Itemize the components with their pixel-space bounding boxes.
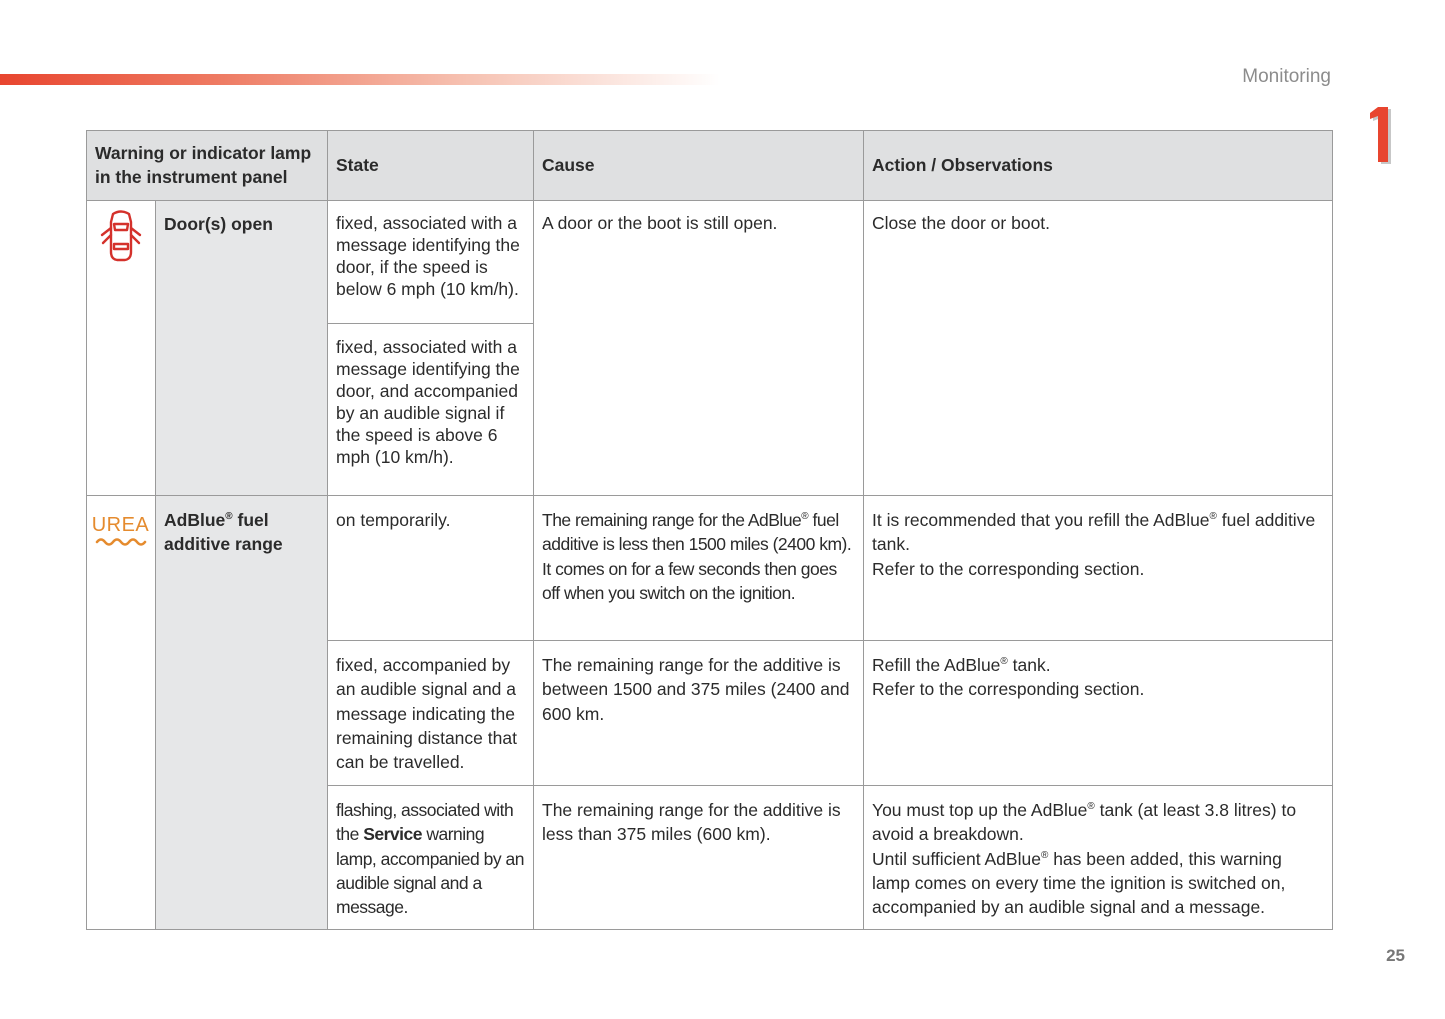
adblue-row1-state: on temporarily. <box>336 510 451 530</box>
adblue-row1-cause-a: The remaining range for the AdBlue <box>542 510 802 530</box>
adblue-label-name: AdBlue <box>164 510 226 530</box>
registered-mark: ® <box>225 511 233 523</box>
door-state-1: fixed, associated with a message identifying the door, if the speed is below 6 mph (10 km/h). <box>336 213 520 299</box>
adblue-row1-action-c: Refer to the corresponding section. <box>872 558 1145 579</box>
adblue-row3-action-b: tank (at least 3.8 litres) to avoid a breakdown. <box>872 800 1297 845</box>
column-header-action: Action / Observations <box>863 130 1333 200</box>
registered-mark: ® <box>1040 849 1049 861</box>
urea-icon-text: UREA <box>91 513 150 536</box>
adblue-row3-state-b: warning lamp, accompanied by an audible signal and a message. <box>336 824 524 918</box>
header-accent-bar <box>0 74 720 85</box>
column-header-cause: Cause <box>533 130 863 200</box>
adblue-row3-state-a: flashing, associated with the <box>336 800 514 845</box>
registered-mark: ® <box>1000 656 1008 668</box>
adblue-row2-cause: The remaining range for the additive is between 1500 and 375 miles (2400 and 600 km. <box>542 655 850 724</box>
chapter-number-badge <box>1366 104 1396 164</box>
warning-lamp-table <box>86 130 1333 930</box>
registered-mark: ® <box>1087 801 1095 813</box>
door-cause: A door or the boot is still open. <box>542 213 778 233</box>
adblue-row3-action-d: has been added, this warning lamp comes on every time the ignition is switched on, accompanied by an audible signal and a message. <box>872 848 1286 918</box>
door-state-2: fixed, associated with a message identifying the door, and accompanied by an audible signal if the speed is above 6 mph (10 km/h). <box>336 337 520 467</box>
door-action: Close the door or boot. <box>872 213 1051 233</box>
page-number: 25 <box>1386 946 1405 965</box>
column-header-lamp: Warning or indicator lamp in the instrument panel <box>86 130 327 200</box>
registered-mark: ® <box>801 511 809 523</box>
adblue-row1-action-b: fuel additive tank. <box>872 510 1316 555</box>
adblue-row2-action-c: Refer to the corresponding section. <box>872 679 1145 700</box>
adblue-row2-action-b: tank. <box>1007 655 1051 675</box>
adblue-row1-action-a: It is recommended that you refill the AdBlue <box>872 510 1210 530</box>
adblue-row1-cause-c: It comes on for a few seconds then goes off when you switch on the ignition. <box>542 558 837 603</box>
adblue-row3-action-a: You must top up the AdBlue <box>872 800 1088 820</box>
adblue-row3-cause: The remaining range for the additive is less than 375 miles (600 km). <box>542 800 841 845</box>
adblue-label-rest: fuel additive range <box>164 510 283 554</box>
service-lamp-term: Service <box>363 824 422 845</box>
door-open-label: Door(s) open <box>164 214 273 234</box>
adblue-row1-cause-b: fuel additive is less then 1500 miles (2400 km). <box>542 510 852 555</box>
registered-mark: ® <box>1209 511 1217 523</box>
adblue-row2-action-a: Refill the AdBlue <box>872 655 1001 675</box>
section-title: Monitoring <box>1242 66 1331 87</box>
adblue-row2-state: fixed, accompanied by an audible signal and a message indicating the remaining distance that can be travelled. <box>336 655 517 773</box>
adblue-row3-action-c: Until sufficient AdBlue <box>872 848 1041 869</box>
table-frame <box>86 130 1333 930</box>
column-header-state: State <box>327 130 533 200</box>
